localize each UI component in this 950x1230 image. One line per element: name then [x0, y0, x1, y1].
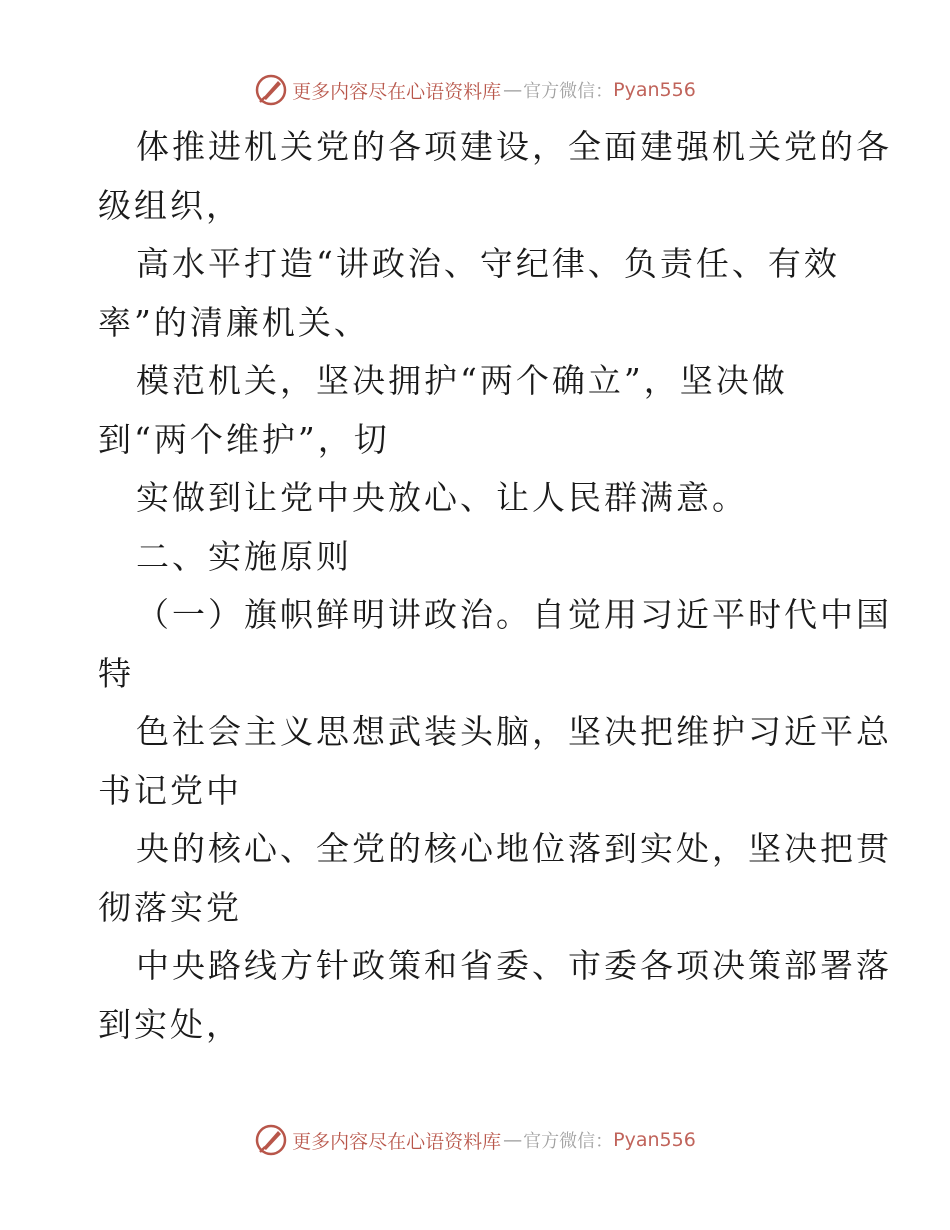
- banner-account: Pyan556: [613, 1129, 696, 1151]
- banner-separator: —: [503, 1129, 522, 1151]
- banner-wechat-label: 官方微信：: [523, 1131, 614, 1152]
- banner-account: Pyan556: [613, 79, 696, 101]
- text-line: 彻落实党: [98, 887, 242, 927]
- text-line: 级组织，: [98, 185, 242, 225]
- banner-wechat-label: 官方微信：: [523, 81, 614, 102]
- quill-logo-icon: [254, 73, 288, 107]
- text-line: 高水平打造“讲政治、守纪律、负责任、有效: [136, 244, 840, 283]
- text-line: 中央路线方针政策和省委、市委各项决策部署落: [136, 946, 892, 985]
- text-line: 实做到让党中央放心、让人民群满意。: [136, 478, 748, 517]
- text-line: 模范机关，坚决拥护“两个确立”，坚决做: [136, 361, 788, 400]
- text-line: 到“两个维护”，切: [98, 419, 390, 459]
- text-line: 央的核心、全党的核心地位落到实处，坚决把贯: [136, 829, 892, 868]
- document-body: [98, 118, 892, 1054]
- text-line: 到实处，: [98, 1004, 242, 1044]
- banner-text: 更多内容尽在心语资料库: [292, 80, 502, 103]
- text-line: 色社会主义思想武装头脑，坚决把维护习近平总: [136, 712, 892, 751]
- quill-logo-icon: [254, 1123, 288, 1157]
- footer-banner: [0, 1120, 950, 1160]
- section-heading: 二、实施原则: [136, 536, 352, 576]
- text-line: 特: [98, 653, 134, 693]
- text-line: 体推进机关党的各项建设，全面建强机关党的各: [136, 127, 892, 166]
- text-line: 书记党中: [98, 770, 242, 810]
- text-line: 率”的清廉机关、: [98, 302, 370, 342]
- banner-separator: —: [503, 79, 522, 101]
- header-banner: [0, 70, 950, 110]
- text-line: （一）旗帜鲜明讲政治。自觉用习近平时代中国: [136, 595, 892, 634]
- banner-text: 更多内容尽在心语资料库: [292, 1130, 502, 1153]
